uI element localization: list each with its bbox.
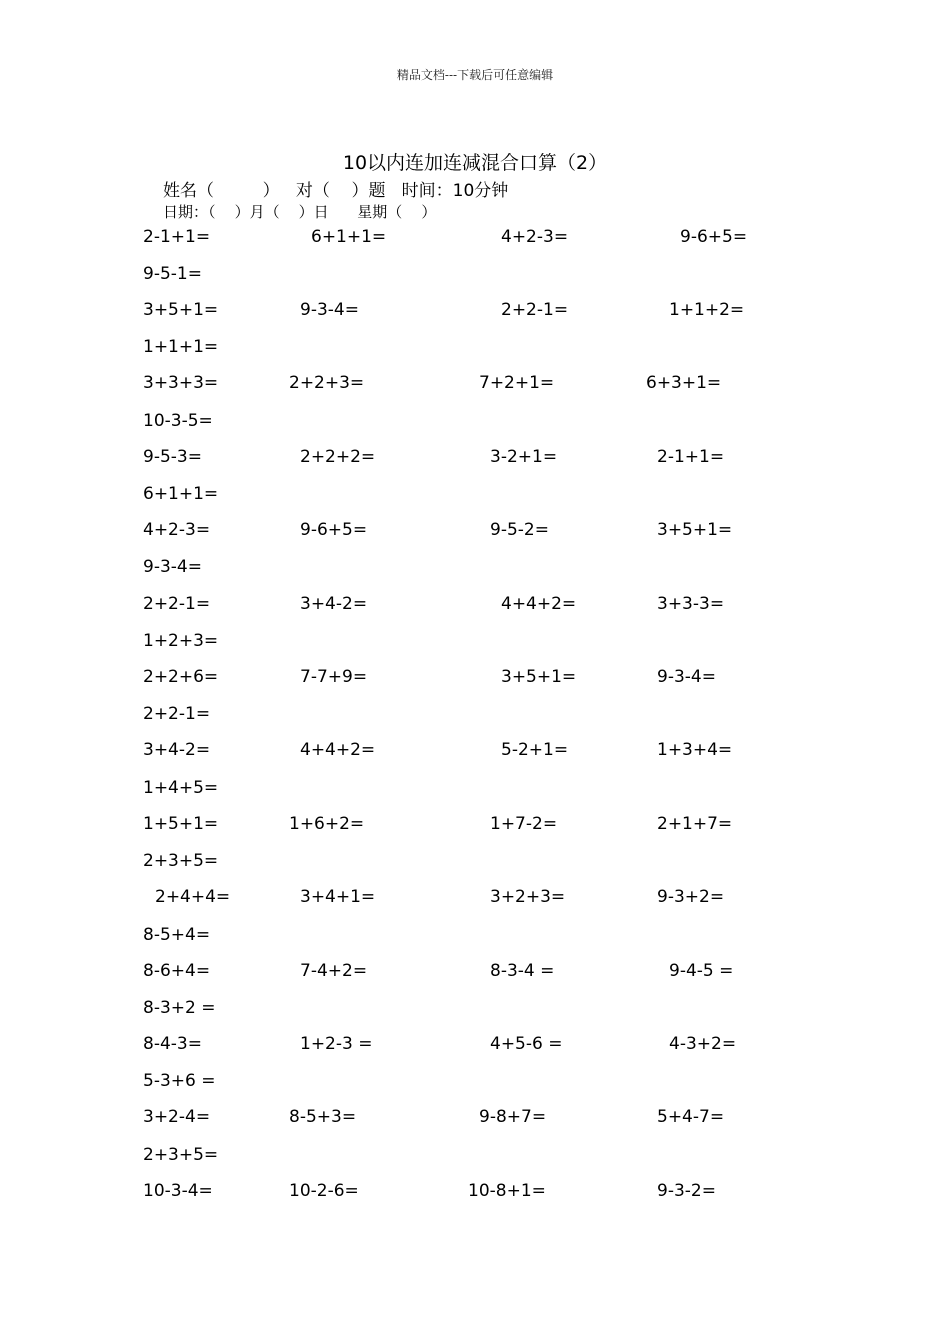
math-problem: 4+4+2= bbox=[501, 594, 577, 614]
math-problem: 6+1+1= bbox=[311, 227, 387, 247]
math-problem: 9-6+5= bbox=[680, 227, 748, 247]
math-problem: 2+2-1= bbox=[501, 300, 569, 320]
math-problem: 3+5+1= bbox=[143, 300, 219, 320]
math-problem: 1+5+1= bbox=[143, 814, 219, 834]
math-problem: 3+4+1= bbox=[300, 887, 376, 907]
math-problem: 8-4-3= bbox=[143, 1034, 202, 1054]
problem-row bbox=[0, 925, 950, 949]
math-problem: 4+2-3= bbox=[501, 227, 569, 247]
math-problem: 2+2-1= bbox=[143, 594, 211, 614]
math-problem: 9-8+7= bbox=[479, 1107, 547, 1127]
problem-row bbox=[0, 704, 950, 728]
worksheet-title: 10以内连加连减混合口算（2） bbox=[342, 152, 608, 174]
math-problem: 9-6+5= bbox=[300, 520, 368, 540]
math-problem: 9-3-2= bbox=[657, 1181, 716, 1201]
problem-row bbox=[0, 594, 950, 618]
math-problem: 10-3-4= bbox=[143, 1181, 213, 1201]
math-problem: 8-5+4= bbox=[143, 925, 211, 945]
math-problem: 1+4+5= bbox=[143, 778, 219, 798]
math-problem: 1+3+4= bbox=[657, 740, 733, 760]
math-problem: 4+2-3= bbox=[143, 520, 211, 540]
math-problem: 8-6+4= bbox=[143, 961, 211, 981]
math-problem: 3+3-3= bbox=[657, 594, 725, 614]
math-problem: 3+2-4= bbox=[143, 1107, 211, 1127]
math-problem: 5-3+6 = bbox=[143, 1071, 216, 1091]
math-problem: 9-4-5 = bbox=[669, 961, 734, 981]
problem-row bbox=[0, 373, 950, 397]
math-problem: 8-5+3= bbox=[289, 1107, 357, 1127]
problem-row bbox=[0, 961, 950, 985]
math-problem: 3+5+1= bbox=[501, 667, 577, 687]
math-problem: 10-3-5= bbox=[143, 411, 213, 431]
math-problem: 9-5-2= bbox=[490, 520, 549, 540]
math-problem: 2+2-1= bbox=[143, 704, 211, 724]
math-problem: 5+4-7= bbox=[657, 1107, 725, 1127]
problem-row bbox=[0, 300, 950, 324]
math-problem: 3+2+3= bbox=[490, 887, 566, 907]
math-problem: 9-5-3= bbox=[143, 447, 202, 467]
problem-row bbox=[0, 1034, 950, 1058]
math-problem: 3+3+3= bbox=[143, 373, 219, 393]
problem-row bbox=[0, 814, 950, 838]
math-problem: 1+1+1= bbox=[143, 337, 219, 357]
problem-row bbox=[0, 1145, 950, 1169]
problem-row bbox=[0, 1181, 950, 1205]
problem-row bbox=[0, 778, 950, 802]
problem-row bbox=[0, 264, 950, 288]
math-problem: 10-8+1= bbox=[468, 1181, 546, 1201]
math-problem: 1+1+2= bbox=[669, 300, 745, 320]
math-problem: 6+1+1= bbox=[143, 484, 219, 504]
problem-row bbox=[0, 998, 950, 1022]
math-problem: 1+2-3 = bbox=[300, 1034, 373, 1054]
math-problem: 7+2+1= bbox=[479, 373, 555, 393]
date-info-line: 日期：（ ）月（ ）日 星期（ ） bbox=[163, 203, 437, 221]
math-problem: 9-3-4= bbox=[300, 300, 359, 320]
math-problem: 1+7-2= bbox=[490, 814, 558, 834]
math-problem: 8-3+2 = bbox=[143, 998, 216, 1018]
math-problem: 3+4-2= bbox=[143, 740, 211, 760]
math-problem: 4-3+2= bbox=[669, 1034, 737, 1054]
problem-row bbox=[0, 887, 950, 911]
math-problem: 10-2-6= bbox=[289, 1181, 359, 1201]
problem-row bbox=[0, 1071, 950, 1095]
math-problem: 9-3-4= bbox=[657, 667, 716, 687]
math-problem: 1+2+3= bbox=[143, 631, 219, 651]
math-problem: 9-5-1= bbox=[143, 264, 202, 284]
problem-row bbox=[0, 447, 950, 471]
student-info-line: 姓名（ ） 对（ ）题 时间：10分钟 bbox=[163, 181, 509, 201]
math-problem: 2+2+6= bbox=[143, 667, 219, 687]
math-problem: 2+2+2= bbox=[300, 447, 376, 467]
math-problem: 4+4+2= bbox=[300, 740, 376, 760]
problem-row bbox=[0, 227, 950, 251]
math-problem: 7-7+9= bbox=[300, 667, 368, 687]
math-problem: 1+6+2= bbox=[289, 814, 365, 834]
problem-row bbox=[0, 520, 950, 544]
problem-row bbox=[0, 484, 950, 508]
problem-row bbox=[0, 740, 950, 764]
header-note: 精品文档---下载后可任意编辑 bbox=[396, 68, 554, 82]
problem-row bbox=[0, 851, 950, 875]
math-problem: 2+4+4= bbox=[155, 887, 231, 907]
math-problem: 2-1+1= bbox=[657, 447, 725, 467]
problem-row bbox=[0, 411, 950, 435]
math-problem: 2+3+5= bbox=[143, 851, 219, 871]
problem-row bbox=[0, 667, 950, 691]
math-problem: 2-1+1= bbox=[143, 227, 211, 247]
problem-row bbox=[0, 557, 950, 581]
math-problem: 5-2+1= bbox=[501, 740, 569, 760]
problem-row bbox=[0, 337, 950, 361]
math-problem: 9-3+2= bbox=[657, 887, 725, 907]
math-problem: 3-2+1= bbox=[490, 447, 558, 467]
math-problem: 3+5+1= bbox=[657, 520, 733, 540]
math-problem: 2+2+3= bbox=[289, 373, 365, 393]
math-problem: 4+5-6 = bbox=[490, 1034, 563, 1054]
math-problem: 9-3-4= bbox=[143, 557, 202, 577]
math-problem: 2+1+7= bbox=[657, 814, 733, 834]
math-problem: 3+4-2= bbox=[300, 594, 368, 614]
problem-row bbox=[0, 631, 950, 655]
math-problem: 6+3+1= bbox=[646, 373, 722, 393]
math-problem: 2+3+5= bbox=[143, 1145, 219, 1165]
math-problem: 8-3-4 = bbox=[490, 961, 555, 981]
math-problem: 7-4+2= bbox=[300, 961, 368, 981]
problem-row bbox=[0, 1107, 950, 1131]
